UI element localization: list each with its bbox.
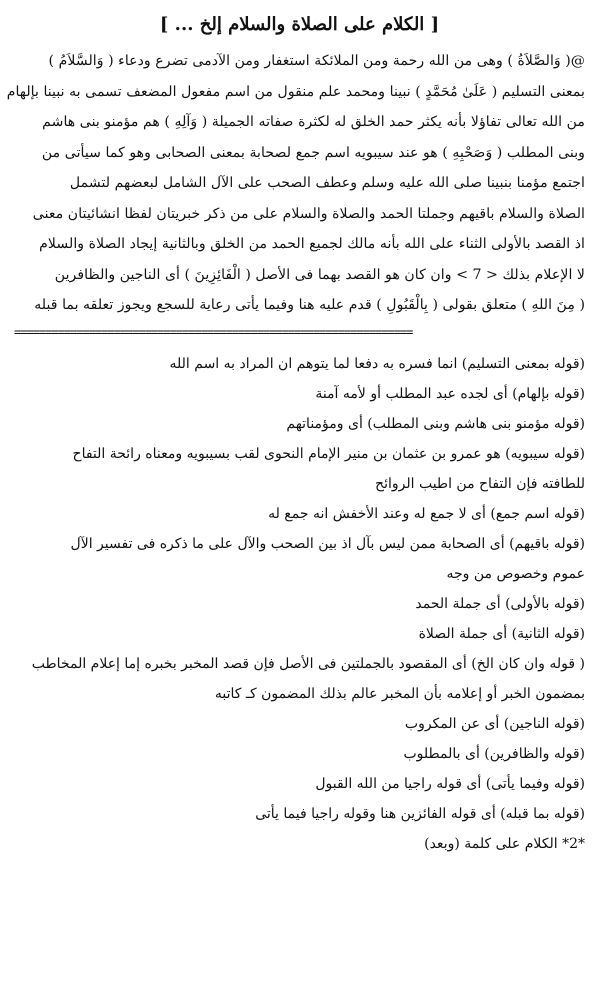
note-line: (قوله بما قبله) أى قوله الفائزين هنا وقوله راجيا فيما يأتى [255, 805, 585, 822]
note-line: بمضمون الخبر أو إعلامه بأن المخبر عالم بذلك المضمون كـ كاتبه [214, 685, 585, 702]
note-line: (قوله اسم جمع) أى لا جمع له وعند الأخفش انه جمع له [268, 505, 585, 522]
main-line: @( وَالصَّلاَةُ ) وهى من الله رحمة ومن الملائكة استغفار ومن الآدمى تضرع ودعاء ( وَالسَّلاَمُ ) [48, 53, 585, 69]
note-line: (قوله بإلهام) أى لجده عبد المطلب أو لأمه آمنة [315, 385, 585, 402]
main-line: من الله تعالى تفاؤلا بأنه يكثر حمد الخلق له لكثرة صفاته الجميلة ( وَآلِهِ ) هم مؤمنو بنى هاشم [42, 114, 585, 130]
main-line: ( مِنَ اللهِ ) متعلق بقولى ( بِالْقَبُولِ ) قدم عليه هنا وفيما يأتى رعاية للسجع ويجوز تعلقه بما قبله [34, 297, 585, 313]
note-line: ( قوله وان كان الخ) أى المقصود بالجملتين فى الأصل فإن قصد المخبر بخبره إما إعلام المخاطب [31, 655, 585, 672]
main-line: الصلاة والسلام باقيهم وجملتا الحمد والصلاة والسلام على من ذكر خبريتان لفظا انشائيتان معنى [32, 205, 585, 222]
main-line: وبنى المطلب ( وَصَحْبِهِ ) هو عند سيبويه اسم جمع لصحابة بمعنى الصحابى وهو كما سيأتى من [41, 144, 585, 161]
note-line: (قوله الناجين) أى عن المكروب [404, 715, 585, 732]
main-line: اذ القصد بالأولى الثناء على الله بأنه مالك لجميع الحمد من الخلق وبالثانية إيجاد الصلاة والسلام [39, 236, 585, 252]
note-line: (قوله بالأولى) أى جملة الحمد [415, 595, 585, 612]
page-title: [ الكلام على الصلاة والسلام إلخ ... ] [159, 14, 440, 35]
main-line: لا الإعلام بذلك < 7 > وان كان هو القصد بهما فى الأصل ( الْفَائِزِينَ ) أى الناجين والظافرين [54, 266, 585, 283]
footnotes [14, 349, 585, 859]
note-line: للطافته فإن التفاح من اطيب الروائح [375, 475, 585, 492]
note-line: (قوله سيبويه) هو عمرو بن عثمان بن منير الإمام النحوى لقب بسيبويه ومعناه رائحة التفاح [72, 445, 585, 462]
note-line: (قوله بمعنى التسليم) انما فسره به دفعا لما يتوهم ان المراد به اسم الله [169, 355, 585, 372]
main-line: اجتمع مؤمنا بنبينا صلى الله عليه وسلم وعطف الصحب على الآل الشامل لبعضهم لتشمل [69, 175, 585, 191]
note-line: عموم وخصوص من وجه [446, 565, 585, 582]
main-text [6, 46, 585, 321]
note-line: (قوله والظافرين) أى بالمطلوب [403, 745, 585, 762]
note-line: (قوله الثانية) أى جملة الصلاة [418, 625, 585, 642]
section-heading: *2* الكلام على كلمة (وبعد) [424, 835, 585, 852]
note-line: (قوله باقيهم) أى الصحابة ممن ليس بآل اذ بين الصحب والآل على ما ذكره فى تفسير الآل [70, 535, 585, 552]
note-line: (قوله وفيما يأتى) أى قوله راجيا من الله القبول [315, 775, 585, 792]
main-line: بمعنى التسليم ( عَلَىٰ مُحَمَّدٍ ) نبينا ومحمد علم منقول من اسم مفعول المضعف تسمى به نبينا بإلهام [6, 83, 585, 100]
separator-line: ================================================================ [14, 324, 413, 339]
note-line: (قوله مؤمنو بنى هاشم وبنى المطلب) أى ومؤمناتهم [286, 415, 585, 432]
